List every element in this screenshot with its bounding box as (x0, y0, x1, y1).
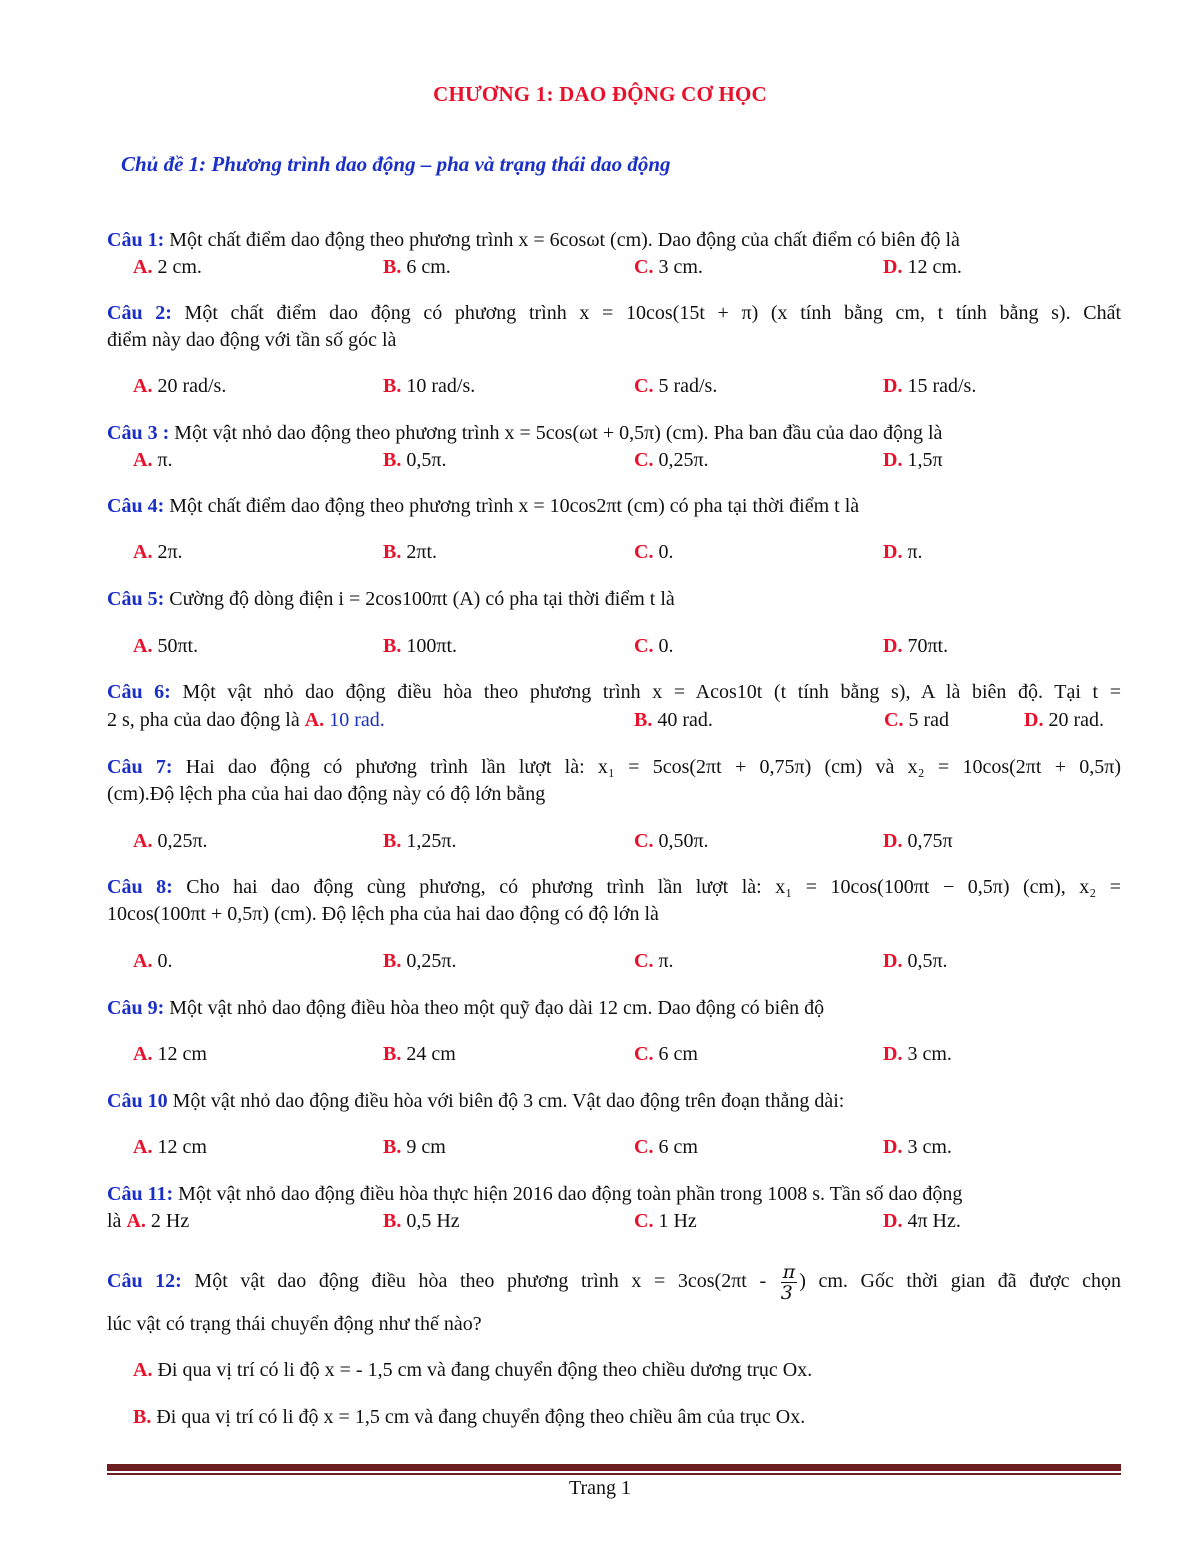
option-b: B. 0,25π. (383, 950, 457, 972)
question-text: Một vật nhỏ dao động điều hòa thực hiện 2016 dao động toàn phần trong 1008 s. Tần số dao động (173, 1183, 963, 1205)
question-text: Một chất điểm dao động theo phương trình x = 10cos2πt (cm) có pha tại thời điểm t là (164, 495, 860, 517)
option-b: B. 0,5π. (383, 449, 447, 471)
question-9 (107, 995, 1121, 1022)
option-d: D. 3 cm. (883, 1043, 952, 1065)
option-d: D. 0,5π. (883, 950, 948, 972)
option-c: C. 0,25π. (634, 449, 709, 471)
question-label: Câu 4: (107, 495, 165, 517)
option-d: D. 70πt. (883, 635, 949, 657)
question-label: Câu 9: (107, 997, 165, 1019)
option-a: A. 50πt. (133, 635, 199, 657)
question-text: Một vật dao động điều hòa theo phương trình x = 3cos(2πt - (181, 1270, 767, 1292)
option-d: D. 20 rad. (1024, 709, 1104, 731)
question-label: Câu 10 (107, 1090, 168, 1112)
question-text: Một vật nhỏ dao động theo phương trình x = 5cos(ωt + 0,5π) (cm). Pha ban đầu của dao động là (169, 422, 943, 444)
question-12: Câu 12: Một vật dao động điều hòa theo phương trình x = 3cos(2πt - $\frac{\pi}{3}$ ) cm. Gốc thời gian đã được chọn (107, 1260, 1121, 1304)
option-d: D. 15 rad/s. (883, 375, 977, 397)
option-a: A. π. (133, 449, 173, 471)
question-label: Câu 3 : (107, 422, 170, 444)
option-d: D. 3 cm. (883, 1136, 952, 1158)
question-4 (107, 493, 1121, 520)
option-b: B. 100πt. (383, 635, 457, 657)
question-1 (107, 227, 1121, 254)
question-7-cont: (cm).Độ lệch pha của hai dao động này có độ lớn bằng (107, 783, 546, 805)
question-6 (107, 679, 1121, 706)
question-3 (107, 420, 1121, 447)
option-a: A. 12 cm (133, 1043, 207, 1065)
question-text: Cho hai dao động cùng phương, có phương trình lần lượt là: x₁ = 10cos(100πt − 0,5π) (cm), x₂ = (172, 876, 1121, 898)
option-b: B. 1,25π. (383, 830, 457, 852)
question-7 (107, 754, 1121, 781)
question-label: Câu 12: (107, 1270, 182, 1292)
option-c: C. 6 cm (634, 1136, 698, 1158)
option-d: D. 4π Hz. (883, 1210, 961, 1232)
question-label: Câu 8: (107, 876, 173, 898)
option-b: B. 0,5 Hz (383, 1210, 460, 1232)
option-a: A. 0,25π. (133, 830, 208, 852)
question-text: Một vật nhỏ dao động điều hòa với biên độ 3 cm. Vật dao động trên đoạn thẳng dài: (167, 1090, 845, 1112)
option-a: A. 2 cm. (133, 256, 202, 278)
option-b: B. 2πt. (383, 541, 437, 563)
option-c: C. 1 Hz (634, 1210, 697, 1232)
question-label: Câu 11: (107, 1183, 174, 1205)
footer-divider-thin (107, 1473, 1121, 1475)
option-a: A. 2π. (133, 541, 183, 563)
option-c: C. 5 rad (884, 709, 949, 731)
option-d: D. 1,5π (883, 449, 943, 471)
option-b: B. 40 rad. (634, 709, 713, 731)
question-12-cont: lúc vật có trạng thái chuyển động như thế nào? (107, 1313, 482, 1335)
option-b: B. 10 rad/s. (383, 375, 476, 397)
question-text: Một chất điểm dao động theo phương trình x = 6cosωt (cm). Dao động của chất điểm có biên độ là (164, 229, 960, 251)
question-2 (107, 300, 1121, 327)
question-text: Một vật nhỏ dao động điều hòa theo một quỹ đạo dài 12 cm. Dao động có biên độ (164, 997, 825, 1019)
footer-divider (107, 1464, 1121, 1471)
option-c: C. 0,50π. (634, 830, 709, 852)
option-d: D. 0,75π (883, 830, 953, 852)
question-text: Cường độ dòng điện i = 2cos100πt (A) có pha tại thời điểm t là (164, 588, 675, 610)
option-c: C. 6 cm (634, 1043, 698, 1065)
option-b: B. Đi qua vị trí có li độ x = 1,5 cm và đang chuyển động theo chiều âm của trục Ox. (133, 1406, 806, 1428)
question-8 (107, 874, 1121, 901)
question-8-cont: 10cos(100πt + 0,5π) (cm). Độ lệch pha của hai dao động có độ lớn là (107, 903, 659, 925)
question-text: Một vật nhỏ dao động điều hòa theo phương trình x = Acos10t (t tính bằng s), A là biên độ. Tại t = (170, 681, 1121, 703)
question-11-cont: là A. 2 Hz (107, 1210, 190, 1232)
fraction-pi-over-3: $\frac{\pi}{3}$ (780, 1260, 796, 1304)
option-d: D. π. (883, 541, 923, 563)
question-6-cont: 2 s, pha của dao động là A. 10 rad. (107, 709, 385, 731)
option-b: B. 24 cm (383, 1043, 456, 1065)
option-a: A. 12 cm (133, 1136, 207, 1158)
question-label: Câu 5: (107, 588, 165, 610)
option-b: B. 9 cm (383, 1136, 446, 1158)
option-b: B. 6 cm. (383, 256, 451, 278)
question-5 (107, 586, 1121, 613)
question-label: Câu 1: (107, 229, 165, 251)
question-2-cont: điểm này dao động với tần số góc là (107, 329, 397, 351)
page-number: Trang 1 (568, 1477, 632, 1499)
option-a: A. 20 rad/s. (133, 375, 227, 397)
option-a: A. 0. (133, 950, 173, 972)
question-text: Hai dao động có phương trình lần lượt là: x₁ = 5cos(2πt + 0,75π) (cm) và x₂ = 10cos(2πt + 0,5π) (172, 756, 1121, 778)
question-label: Câu 6: (107, 681, 171, 703)
chapter-title: CHƯƠNG 1: DAO ĐỘNG CƠ HỌC (433, 82, 767, 106)
question-label: Câu 7: (107, 756, 173, 778)
question-11 (107, 1181, 1121, 1208)
option-c: C. π. (634, 950, 674, 972)
option-c: C. 0. (634, 541, 674, 563)
question-label: Câu 2: (107, 302, 172, 324)
question-text: Một chất điểm dao động có phương trình x = 10cos(15t + π) (x tính bằng cm, t tính bằng s). Chất (171, 302, 1121, 324)
option-a: A. Đi qua vị trí có li độ x = - 1,5 cm và đang chuyển động theo chiều dương trục Ox. (133, 1359, 813, 1381)
topic-title: Chủ đề 1: Phương trình dao động – pha và trạng thái dao động (121, 152, 671, 176)
option-c: C. 5 rad/s. (634, 375, 718, 397)
option-c: C. 0. (634, 635, 674, 657)
question-10 (107, 1088, 1121, 1115)
option-c: C. 3 cm. (634, 256, 703, 278)
option-d: D. 12 cm. (883, 256, 962, 278)
